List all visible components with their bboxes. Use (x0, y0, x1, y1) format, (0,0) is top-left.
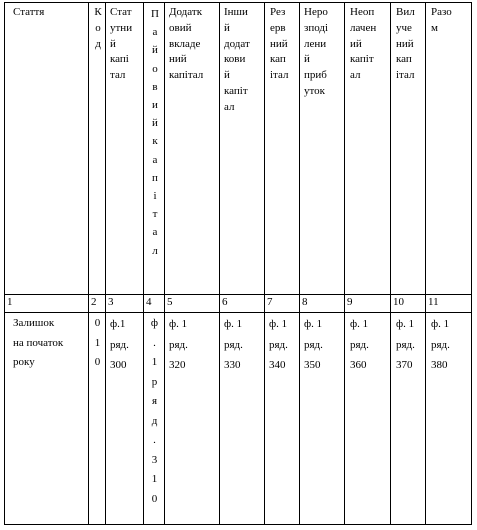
column-number: 9 (347, 296, 353, 308)
row-cell (220, 313, 265, 525)
number-cell (144, 295, 165, 313)
column-number: 3 (108, 296, 114, 308)
row-value: ф . 1 р я д . 3 1 0 (150, 317, 159, 505)
financial-statement-table (4, 2, 472, 525)
column-number: 10 (393, 296, 404, 308)
header-cell (265, 3, 300, 295)
number-cell (265, 295, 300, 313)
number-cell (220, 295, 265, 313)
header-neoplachenyi-kapital: Неоп лачен ий капіт ал (350, 6, 377, 82)
header-cell (144, 3, 165, 295)
header-paiovyi-kapital: П а й о в и й к а п і т а л (151, 8, 159, 257)
header-nerozpodilenyi-prybutok: Неро зподі лени й приб уток (304, 6, 329, 97)
row-cell (165, 313, 220, 525)
row-value: ф. 1 ряд. 320 (169, 318, 188, 371)
row-cell (345, 313, 391, 525)
column-number: 11 (428, 296, 439, 308)
column-number: 2 (91, 296, 97, 308)
number-cell (106, 295, 144, 313)
row-value: ф. 1 ряд. 380 (431, 318, 450, 371)
column-number: 6 (222, 296, 228, 308)
header-vyluchenyi-kapital: Вил уче ний кап італ (396, 6, 415, 82)
number-cell (5, 295, 89, 313)
column-number: 5 (167, 296, 173, 308)
header-razom: Разо м (431, 6, 452, 34)
column-number: 8 (302, 296, 308, 308)
number-cell (426, 295, 472, 313)
number-cell (89, 295, 106, 313)
header-statya: Стаття (13, 6, 45, 18)
number-cell (345, 295, 391, 313)
header-cell (89, 3, 106, 295)
column-number: 4 (146, 296, 152, 308)
row-cell (265, 313, 300, 525)
header-cell (391, 3, 426, 295)
column-number-row (5, 295, 472, 313)
header-cell (220, 3, 265, 295)
row-cell (391, 313, 426, 525)
row-value: ф. 1 ряд. 360 (350, 318, 369, 371)
header-cell (165, 3, 220, 295)
row-value: ф. 1 ряд. 350 (304, 318, 323, 371)
number-cell (165, 295, 220, 313)
header-cell (106, 3, 144, 295)
row-cell (300, 313, 345, 525)
row-value: ф. 1 ряд. 370 (396, 318, 415, 371)
row-value: ф. 1 ряд. 330 (224, 318, 243, 371)
header-cell (345, 3, 391, 295)
column-number: 1 (7, 296, 13, 308)
header-cell (426, 3, 472, 295)
opening-balance-row (5, 313, 472, 525)
row-value: ф.1 ряд. 300 (110, 318, 129, 371)
header-row (5, 3, 472, 295)
column-number: 7 (267, 296, 273, 308)
header-dodatkovyi-kapital: Додатк овий вкладе ний капітал (169, 6, 204, 82)
row-label-cell (5, 313, 89, 525)
row-cell (106, 313, 144, 525)
header-rezervnyi-kapital: Рез ерв ний кап італ (270, 6, 289, 82)
number-cell (391, 295, 426, 313)
header-statutnyi-kapital: Стат утни й капі тал (110, 6, 133, 82)
row-label-zalyshok: Залишок на початок року (13, 317, 64, 368)
number-cell (300, 295, 345, 313)
header-cell (5, 3, 89, 295)
row-value: ф. 1 ряд. 340 (269, 318, 288, 371)
header-kod: К о д (94, 6, 102, 50)
row-cell (89, 313, 106, 525)
row-code: 0 1 0 (94, 317, 101, 368)
header-cell (300, 3, 345, 295)
header-inshyi-kapital: Інши й додат кови й капіт ал (224, 6, 250, 113)
row-cell (144, 313, 165, 525)
row-cell (426, 313, 472, 525)
